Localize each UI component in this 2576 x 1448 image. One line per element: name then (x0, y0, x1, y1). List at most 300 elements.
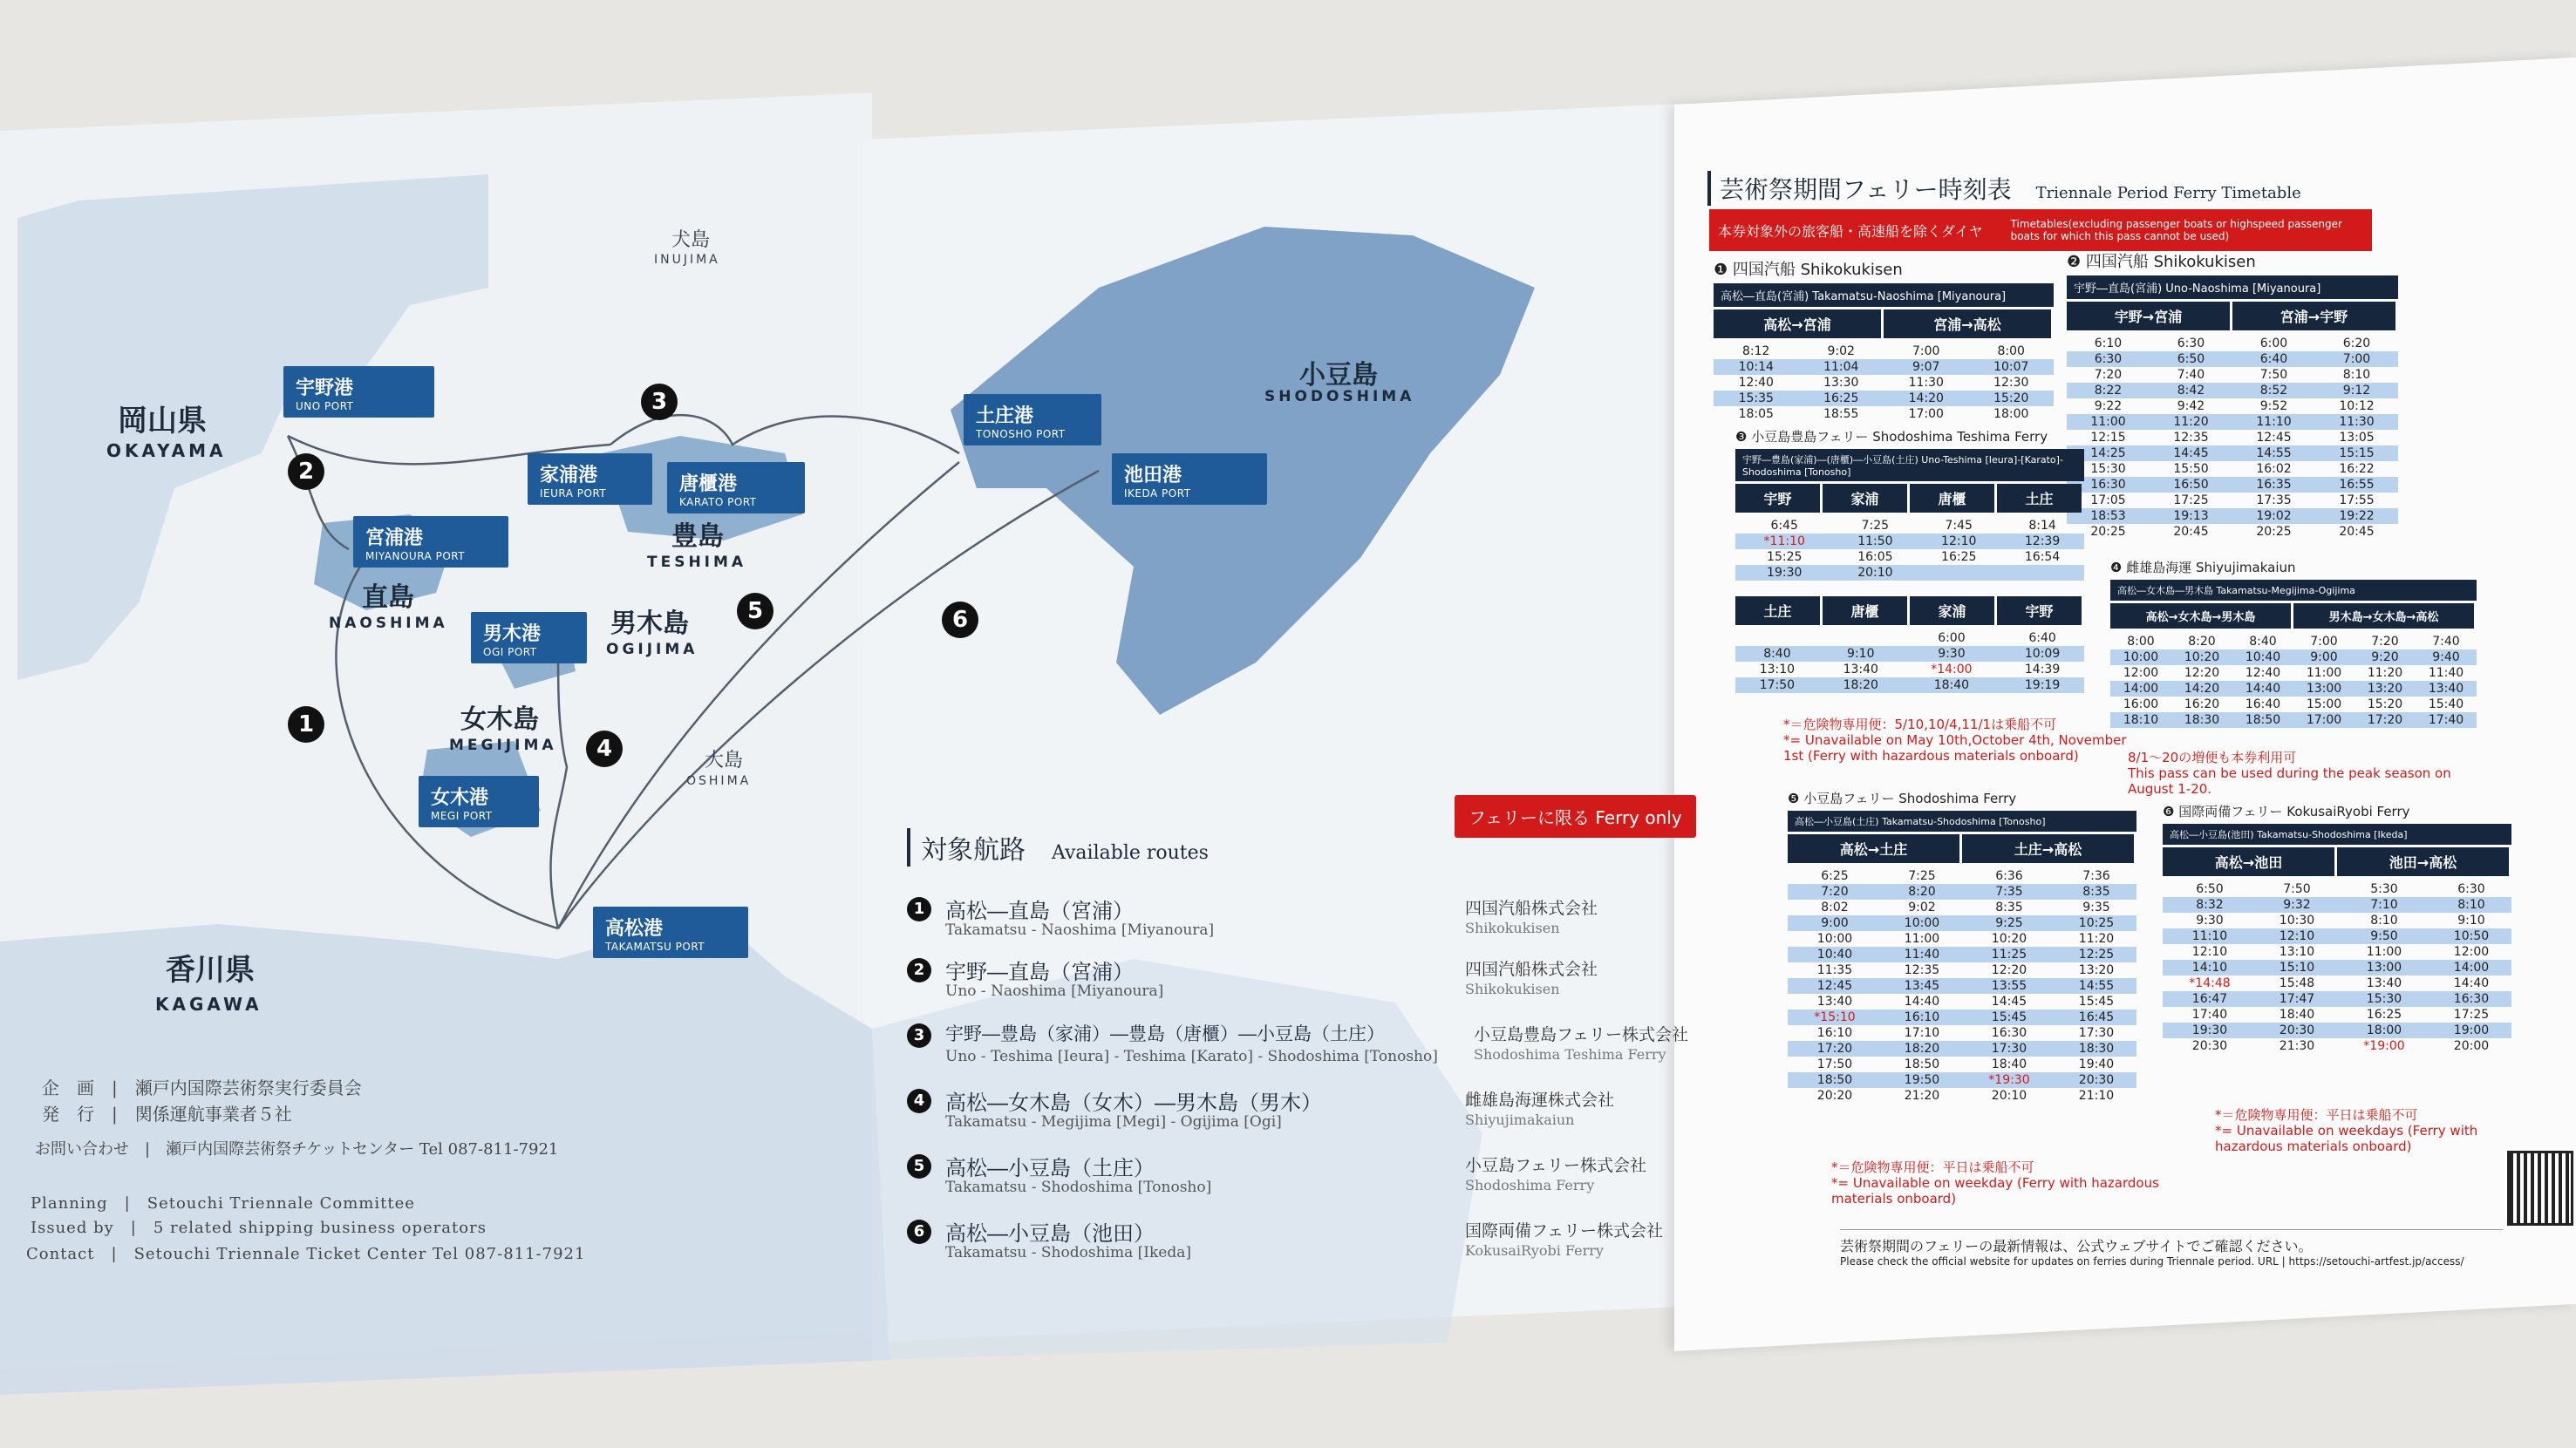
timetable-cell: *19:00 (2363, 1039, 2405, 1053)
timetable-cell: *14:00 (1931, 663, 1973, 676)
timetable-row (1788, 947, 2136, 962)
timetable-cell: 16:22 (2339, 462, 2375, 476)
timetable-cell: 9:20 (2355, 649, 2416, 665)
timetable-row (2163, 928, 2511, 944)
timetable-cell: 6:30 (2067, 351, 2150, 367)
timetable-cell: 7:00 (2315, 351, 2398, 367)
timetable-row (2067, 336, 2398, 351)
timetable-cell: 17:25 (2453, 1008, 2490, 1022)
timetable-banner: 本券対象外の旅客船・高速船を除くダイヤ Timetables(excluding passenger boats or highspeed passenger boats for which this pass cannot be used) (1709, 209, 2372, 251)
route-marker-4: 4 (586, 731, 623, 767)
timetable-cell: 12:45 (2256, 431, 2292, 445)
timetable-cell: 14:39 (2024, 663, 2061, 676)
timetable-cell: 10:50 (2431, 928, 2511, 944)
timetable-cell: 12:40 (2245, 666, 2281, 680)
timetable-row (2163, 1007, 2511, 1023)
timetable-cell: 15:20 (1969, 391, 2055, 406)
timetable-cell: 13:05 (2339, 431, 2375, 445)
timetable-cell: 13:20 (2078, 963, 2115, 977)
port-label-ogi: 男木港 OGI PORT (471, 612, 587, 663)
credit-issued-jp: 発 行 | 関係運航事業者５社 (42, 1104, 292, 1125)
routes-title: 対象航路 Available routes (907, 828, 1209, 867)
okayama-label-jp: 岡山県 (118, 404, 207, 438)
timetable-cell: 14:45 (2150, 445, 2232, 461)
timetable-cell: 9:25 (1962, 915, 2056, 931)
oshima-label-jp: 大島 (705, 750, 744, 772)
timetable-cell: 12:35 (1904, 963, 1940, 977)
timetable-cell: 6:30 (2177, 337, 2205, 350)
timetable-row (2110, 634, 2477, 649)
timetable-row (1735, 549, 2084, 565)
oshima-label-en: OSHIMA (686, 774, 752, 788)
timetable-row (2163, 991, 2511, 1007)
timetable-cell: 11:10 (2163, 928, 2257, 944)
timetable-row (1735, 677, 2084, 693)
timetable-cell: 11:35 (1816, 963, 1853, 977)
timetable-cell: 11:30 (2315, 414, 2398, 430)
credit-planning-en: Planning | Setouchi Triennale Committee (31, 1194, 415, 1213)
timetable-cell: 6:00 (1938, 631, 1966, 645)
timetable-cell: 8:00 (2127, 635, 2155, 649)
timetable-row (1788, 884, 2136, 900)
timetable-cell: 16:00 (2123, 697, 2159, 711)
timetable-cell: 7:40 (2432, 635, 2460, 649)
timetable-cell: 12:45 (1788, 978, 1882, 994)
timetable-cell: 10:20 (1991, 932, 2027, 946)
timetable-cell: 17:30 (1962, 1041, 2056, 1057)
timetable-row (2163, 976, 2511, 991)
timetable-cell: 13:40 (1843, 663, 1878, 676)
timetable-cell: 16:25 (1941, 550, 1977, 564)
timetable-cell: 19:02 (2232, 508, 2315, 524)
timetable-cell: 16:10 (1882, 1010, 1962, 1025)
timetable-cell: 19:50 (1882, 1072, 1962, 1088)
timetable-cell: 16:45 (2056, 1010, 2136, 1025)
timetable-row (1714, 375, 2054, 391)
timetable-cell: 15:48 (2279, 976, 2315, 990)
timetable-cell: 13:55 (1962, 978, 2056, 994)
timetable-cell: 16:10 (1816, 1026, 1853, 1040)
timetable-row (2110, 697, 2477, 712)
timetable-cell: 17:30 (2078, 1026, 2115, 1040)
timetable-cell: 15:30 (2337, 991, 2431, 1007)
route-marker-5: 5 (737, 593, 773, 629)
timetable-cell: 6:40 (2028, 631, 2056, 645)
timetable-row (1714, 343, 2054, 359)
timetable-cell: *15:10 (1788, 1010, 1882, 1025)
timetable-cell: 10:00 (2110, 649, 2171, 665)
timetable-cell: 14:20 (1884, 391, 1969, 406)
timetable-cell: 6:40 (2232, 351, 2315, 367)
timetable-cell: 8:22 (2067, 383, 2150, 398)
timetable-cell: 17:25 (2173, 493, 2209, 507)
timetable-cell: 21:20 (1904, 1089, 1940, 1103)
timetable-cell: 6:50 (2196, 882, 2224, 896)
credit-contact-en: Contact | Setouchi Triennale Ticket Center Tel 087-811-7921 (26, 1245, 586, 1263)
timetable-cell: *19:30 (1962, 1072, 2056, 1088)
timetable-cell: 16:47 (2163, 991, 2257, 1007)
timetable-cell: 15:25 (1767, 550, 1803, 564)
timetable-cell: 17:00 (1908, 407, 1944, 421)
timetable-cell: 12:00 (2123, 666, 2159, 680)
qr-code[interactable] (2507, 1151, 2573, 1226)
ferry-only-badge: フェリーに限る Ferry only (1455, 795, 1696, 838)
timetable-cell: 6:00 (2259, 337, 2288, 350)
timetable-cell: 15:00 (2306, 697, 2342, 711)
timetable-footer: 芸術祭期間のフェリーの最新情報は、公式ウェブサイトでご確認ください。 Please check the official website for updates on ferries during Triennale period. URL | https://setouchi-artfest.jp/access/ (1840, 1229, 2503, 1268)
timetable-5: ❺ 小豆島フェリー Shodoshima Ferry 高松―小豆島(土庄) Takamatsu-Shodoshima [Tonosho] 高松→土庄 土庄→高松 6:25 7:25 6:36 7:36 7:20 8:20 7:35 8:35 8:02 9:02 8:35 9:35 9:00 10:00 9:25 10:25 10:00 11:00 10:20 11:20 10:40 11:40 11:25 12:25 11:35 12:35 12:20 13:20 12:45 13:45 13:55 14:55 13:40 14:40 14:45 15:45 *15:10 16:10 15:45 16:45 16:10 17:10 16:30 17:30 17:20 18:20 17:30 18:30 17:50 18:50 18:40 19:40 18:50 19:50 *19:30 20:30 20:20 21:20 20:10 21:10 (1788, 789, 2136, 1104)
timetable-cell: 6:30 (2457, 882, 2485, 896)
timetable-cell: 10:20 (2171, 649, 2232, 665)
timetable-cell: 17:05 (2090, 493, 2126, 507)
timetable-cell: 15:15 (2315, 445, 2398, 461)
timetable-cell: 16:25 (1799, 391, 1884, 406)
timetable-cell: 9:00 (1788, 915, 1882, 931)
timetable-cell: 12:39 (2000, 534, 2084, 549)
timetable-cell (1735, 630, 1819, 646)
timetable-row (1788, 1041, 2136, 1057)
route-marker-1: 1 (288, 706, 324, 743)
timetable-cell: 6:36 (1995, 869, 2023, 883)
timetable-cell: 11:04 (1799, 359, 1884, 375)
timetable-cell: 9:02 (1908, 901, 1936, 914)
timetable-cell: 14:40 (1904, 995, 1940, 1009)
timetable-cell: 12:30 (1993, 376, 2029, 390)
timetable-cell: 8:32 (2163, 897, 2257, 913)
timetable-cell: 7:20 (2371, 635, 2399, 649)
timetable-cell: 9:40 (2416, 649, 2477, 665)
timetable-cell: 10:09 (2000, 646, 2084, 662)
timetable-cell: 12:20 (1991, 963, 2027, 977)
timetable-cell: 12:00 (2453, 945, 2490, 959)
timetable-cell: 19:30 (2163, 1023, 2257, 1038)
timetable-cell: 8:10 (2342, 368, 2371, 382)
timetable-cell: 12:20 (2184, 666, 2220, 680)
timetable-6: ❻ 国際両備フェリー KokusaiRyobi Ferry 高松―小豆島(池田) Takamatsu-Shodoshima [Ikeda] 高松→池田 池田→高松 6:50 7:50 5:30 6:30 8:32 9:32 7:10 8:10 9:30 10:30 8:10 9:10 11:10 12:10 9:50 10:50 12:10 13:10 11:00 12:00 14:10 15:10 13:00 14:00 *14:48 15:48 13:40 14:40 16:47 17:47 15:30 16:30 17:40 18:40 16:25 17:25 19:30 20:30 18:00 19:00 20:30 21:30 *19:00 20:00 (2163, 802, 2511, 1054)
timetable-cell: 20:45 (2339, 525, 2375, 539)
timetable-cell: 11:10 (2232, 414, 2315, 430)
timetable-cell: 7:50 (2283, 882, 2311, 896)
port-label-megi: 女木港 MEGI PORT (419, 776, 539, 827)
timetable-row (1788, 962, 2136, 978)
timetable-cell: *11:10 (1735, 534, 1833, 549)
timetable-cell: 17:50 (1735, 677, 1819, 693)
timetable-cell: 16:30 (2431, 991, 2511, 1007)
timetable-cell: 11:40 (2428, 666, 2464, 680)
timetable-cell: 17:00 (2293, 712, 2355, 728)
timetable-row (1788, 994, 2136, 1010)
timetable-cell: 9:10 (2457, 914, 2485, 928)
timetable-cell: 13:30 (1823, 376, 1859, 390)
credit-planning-jp: 企 画 | 瀬戸内国際芸術祭実行委員会 (42, 1078, 362, 1098)
timetable-cell: 14:00 (2110, 681, 2171, 697)
timetable-cell: 16:30 (1991, 1026, 2027, 1040)
timetable-cell: 20:30 (2191, 1039, 2228, 1053)
credit-contact-jp: お問い合わせ | 瀬戸内国際芸術祭チケットセンター Tel 087-811-7921 (35, 1140, 559, 1159)
timetable-cell: 7:50 (2259, 368, 2288, 382)
timetable-cell: 14:10 (2163, 960, 2257, 976)
timetable-cell: 19:19 (2000, 677, 2084, 693)
timetable-cell (1819, 630, 1903, 646)
timetable-cell: 15:45 (1962, 1010, 2056, 1025)
timetable-title: 芸術祭期間フェリー時刻表 Triennale Period Ferry Timetable (1707, 171, 2301, 206)
route-marker-2: 2 (288, 453, 324, 490)
timetable-cell: 9:07 (1884, 359, 1969, 375)
timetable-row (1788, 900, 2136, 915)
shodoshima-label-en: SHODOSHIMA (1264, 388, 1415, 405)
timetable-cell: 8:00 (1997, 344, 2025, 358)
timetable-cell: 16:05 (1857, 550, 1893, 564)
timetable-cell: 7:25 (1908, 869, 1936, 883)
timetable-cell: 6:20 (2342, 337, 2371, 350)
port-label-ikeda: 池田港 IKEDA PORT (1112, 453, 1267, 505)
timetable-cell: 8:42 (2150, 383, 2232, 398)
timetable-cell: 8:10 (2370, 914, 2398, 928)
timetable-cell: 10:25 (2056, 915, 2136, 931)
inujima-label-en: INUJIMA (654, 253, 720, 267)
shodoshima-label-jp: 小豆島 (1299, 360, 1378, 391)
timetable-cell: 10:14 (1714, 359, 1799, 375)
timetable-cell: 18:50 (2232, 712, 2293, 728)
ogijima-label-jp: 男木島 (610, 608, 689, 639)
timetable-cell: 18:20 (1819, 677, 1903, 693)
timetable-cell: 8:20 (2188, 635, 2216, 649)
timetable-cell: 11:20 (2367, 666, 2403, 680)
kagawa-label-jp: 香川県 (166, 953, 255, 988)
timetable-cell: 8:12 (1742, 344, 1770, 358)
timetable-cell: 11:50 (1833, 534, 1917, 549)
inujima-label-jp: 犬島 (671, 229, 711, 251)
timetable-cell: 13:45 (1882, 978, 1962, 994)
timetable-row (2067, 351, 2398, 367)
timetable-cell: 8:40 (2249, 635, 2277, 649)
timetable-row (2163, 960, 2511, 976)
timetable-cell: 18:40 (1903, 677, 2000, 693)
timetable-cell: 9:32 (2257, 897, 2337, 913)
timetable-cell: 9:50 (2337, 928, 2431, 944)
timetable-cell: 18:40 (1991, 1057, 2027, 1071)
port-label-tonosho: 土庄港 TONOSHO PORT (964, 394, 1101, 445)
teshima-label-en: TESHIMA (647, 554, 747, 571)
timetable-cell: 11:00 (2366, 945, 2402, 959)
timetable-cell: 14:55 (2232, 445, 2315, 461)
timetable-cell: *14:48 (2189, 976, 2231, 990)
megijima-label-en: MEGIJIMA (449, 737, 557, 754)
timetable-cell: 9:02 (1827, 344, 1855, 358)
naoshima-label-en: NAOSHIMA (329, 615, 448, 632)
timetable-row (2067, 493, 2398, 508)
timetable-row (2067, 430, 2398, 445)
timetable-cell: 18:50 (1904, 1057, 1940, 1071)
timetable-cell: 8:14 (2028, 519, 2056, 533)
timetable-row (1714, 391, 2054, 406)
timetable-cell: 15:20 (2367, 697, 2403, 711)
timetable-6-note: *＝危険物専用便：平日は乗船不可 *= Unavailable on weekdays (Ferry with hazardous materials onboard) (2215, 1107, 2478, 1154)
timetable-cell: 9:52 (2259, 399, 2288, 413)
timetable-row (2067, 445, 2398, 461)
timetable-cell: 12:10 (2191, 945, 2228, 959)
timetable-row (2067, 398, 2398, 414)
timetable-cell: 13:00 (2337, 960, 2431, 976)
timetable-cell: 8:02 (1821, 901, 1849, 914)
timetable-row (2163, 913, 2511, 928)
timetable-cell: 20:20 (1816, 1089, 1853, 1103)
timetable-row (1714, 359, 2054, 375)
timetable-cell: 9:42 (2177, 399, 2205, 413)
timetable-cell: 16:40 (2245, 697, 2281, 711)
timetable-cell: 20:00 (2453, 1039, 2490, 1053)
timetable-cell: 21:30 (2279, 1039, 2315, 1053)
timetable-cell: 14:25 (2067, 445, 2150, 461)
timetable-cell: 8:40 (1735, 646, 1819, 662)
timetable-cell: 6:25 (1821, 869, 1849, 883)
timetable-cell: 7:40 (2177, 368, 2205, 382)
timetable-cell: 20:45 (2173, 525, 2209, 539)
timetable-cell: 13:20 (2355, 681, 2416, 697)
timetable-cell: 18:53 (2067, 508, 2150, 524)
timetable-cell: 7:20 (2094, 368, 2123, 382)
route-marker-6: 6 (942, 602, 978, 638)
timetable-cell: 18:00 (2337, 1023, 2431, 1038)
timetable-cell: 12:10 (1917, 534, 2000, 549)
timetable-cell: 14:20 (2171, 681, 2232, 697)
timetable-cell: 19:13 (2150, 508, 2232, 524)
timetable-cell: 19:40 (2078, 1057, 2115, 1071)
timetable-cell: 18:55 (1823, 407, 1859, 421)
timetable-row (2067, 367, 2398, 383)
timetable-cell: 10:30 (2279, 914, 2315, 928)
timetable-row (1788, 1010, 2136, 1025)
timetable-cell: 11:00 (2067, 414, 2150, 430)
timetable-row (2067, 524, 2398, 540)
timetable-cell: 12:25 (2056, 947, 2136, 962)
timetable-cell: 7:10 (2337, 897, 2431, 913)
timetable-cell: 5:30 (2370, 882, 2398, 896)
timetable-cell: 11:40 (1882, 947, 1962, 962)
timetable-cell: 18:10 (2110, 712, 2171, 728)
timetable-3: ❸ 小豆島豊島フェリー Shodoshima Teshima Ferry 宇野―豊島(家浦)―(唐櫃)―小豆島(土庄) Uno-Teshima [Ieura]-[Karato]-Shodoshima [Tonosho] 宇野 家浦 唐櫃 土庄 6:45 7:25 7:45 8:14 *11:10 11:50 12:10 12:39 15:25 16:05 16:25 16:54 19:30 20:10 土庄 唐櫃 家浦 宇野 6:00 6:40 8:40 9:10 9:30 10:09 13:10 13:40 *14:00 14:39 17:50 18:20 18:40 19:19 (1735, 427, 2084, 693)
timetable-row (1788, 1072, 2136, 1088)
timetable-cell: 7:36 (2082, 869, 2110, 883)
timetable-cell: 16:35 (2232, 477, 2315, 493)
timetable-cell: 7:00 (2310, 635, 2338, 649)
timetable-cell: 13:10 (1759, 663, 1796, 676)
timetable-cell: 13:00 (2293, 681, 2355, 697)
timetable-cell: 16:55 (2315, 477, 2398, 493)
timetable-row (2163, 897, 2511, 913)
timetable-cell: 17:47 (2257, 991, 2337, 1007)
timetable-cell: 9:35 (2082, 901, 2110, 914)
timetable-row (1735, 646, 2084, 662)
timetable-cell: 10:40 (2232, 649, 2293, 665)
timetable-cell: 18:20 (1882, 1041, 1962, 1057)
timetable-cell: 12:35 (2173, 431, 2209, 445)
timetable-cell: 14:55 (2056, 978, 2136, 994)
timetable-cell: 19:22 (2315, 508, 2398, 524)
timetable-row (2163, 944, 2511, 960)
timetable-cell (2000, 565, 2084, 581)
timetable-cell: 6:50 (2150, 351, 2232, 367)
timetable-cell: 10:12 (2339, 399, 2375, 413)
timetable-cell: 20:25 (2256, 525, 2292, 539)
timetable-cell: 9:30 (1903, 646, 2000, 662)
timetable-4: ❹ 雌雄島海運 Shiyujimakaiun 高松―女木島―男木島 Takamatsu-Megijima-Ogijima 高松→女木島→男木島 男木島→女木島→高松 8:00 8:20 8:40 7:00 7:20 7:40 10:00 10:20 10:40 9:00 9:20 9:40 12:00 12:20 12:40 11:00 11:20 11:40 14:00 14:20 14:40 13:00 13:20 13:40 16:00 16:20 16:40 15:00 15:20 15:40 18:10 18:30 18:50 17:00 17:20 17:40 (2110, 558, 2477, 728)
timetable-cell: 16:02 (2256, 462, 2292, 476)
timetable-cell: 18:05 (1738, 407, 1774, 421)
timetable-cell: 20:10 (1833, 565, 1917, 581)
timetable-cell: 11:25 (1962, 947, 2056, 962)
timetable-cell: 9:10 (1819, 646, 1903, 662)
port-label-takamatsu: 高松港 TAKAMATSU PORT (593, 907, 748, 958)
timetable-row (1735, 518, 2084, 534)
ogijima-label-en: OGIJIMA (606, 641, 699, 658)
kagawa-label-en: KAGAWA (155, 994, 262, 1015)
timetable-cell: 20:25 (2090, 525, 2126, 539)
timetable-cell: 7:25 (1861, 519, 1890, 533)
timetable-cell: 7:45 (1945, 519, 1973, 533)
timetable-cell: 12:40 (1738, 376, 1774, 390)
timetable-cell: 15:10 (2257, 960, 2337, 976)
timetable-cell: 19:00 (2431, 1023, 2511, 1038)
timetable-cell: 11:20 (2150, 414, 2232, 430)
timetable-cell: 15:30 (2090, 462, 2126, 476)
timetable-cell: 11:20 (2078, 932, 2115, 946)
port-label-ieura: 家浦港 IEURA PORT (528, 453, 652, 505)
timetable-cell: 17:35 (2256, 493, 2292, 507)
teshima-label-jp: 豊島 (671, 521, 724, 552)
timetable-cell: 17:40 (2191, 1008, 2228, 1022)
timetable-cell: 7:20 (1788, 884, 1882, 900)
timetable-row (1714, 406, 2054, 422)
timetable-cell: 12:15 (2090, 431, 2126, 445)
port-label-karato: 唐櫃港 KARATO PORT (667, 462, 805, 513)
timetable-cell: 8:10 (2431, 897, 2511, 913)
timetable-cell: 9:00 (2293, 649, 2355, 665)
timetable-cell: 16:50 (2150, 477, 2232, 493)
timetable-cell: 6:10 (2094, 337, 2123, 350)
timetable-row (1788, 868, 2136, 884)
timetable-row (1735, 534, 2084, 549)
timetable-cell: 15:35 (1714, 391, 1799, 406)
timetable-3-note: *＝危険物専用便：5/10,10/4,11/1は乗船不可 *= Unavailable on May 10th,October 4th, November 1st (Ferry with hazardous materials onboard) (1783, 717, 2127, 764)
timetable-cell: 16:20 (2184, 697, 2220, 711)
timetable-row (2067, 461, 2398, 477)
timetable-cell: 16:25 (2366, 1008, 2402, 1022)
timetable-row (2110, 665, 2477, 681)
timetable-row (2067, 414, 2398, 430)
timetable-cell: 18:30 (2171, 712, 2232, 728)
timetable-cell: 13:10 (2279, 945, 2315, 959)
timetable-row (1788, 978, 2136, 994)
timetable-row (1788, 1088, 2136, 1104)
credit-issued-en: Issued by | 5 related shipping business operators (31, 1219, 487, 1237)
timetable-cell: 17:55 (2339, 493, 2375, 507)
timetable-row (1735, 630, 2084, 646)
timetable-cell: 9:30 (2196, 914, 2224, 928)
timetable-cell: 15:50 (2173, 462, 2209, 476)
timetable-cell: 14:40 (2453, 976, 2490, 990)
timetable-cell: 9:12 (2315, 383, 2398, 398)
timetable-row (2067, 508, 2398, 524)
timetable-cell: 16:30 (2067, 477, 2150, 493)
timetable-cell: 19:30 (1735, 565, 1833, 581)
timetable-cell: 10:00 (1882, 915, 1962, 931)
timetable-cell: 16:54 (2024, 550, 2061, 564)
timetable-row (1735, 565, 2084, 581)
timetable-row (1788, 915, 2136, 931)
timetable-cell: 17:40 (2416, 712, 2477, 728)
timetable-cell: 18:40 (2279, 1008, 2315, 1022)
